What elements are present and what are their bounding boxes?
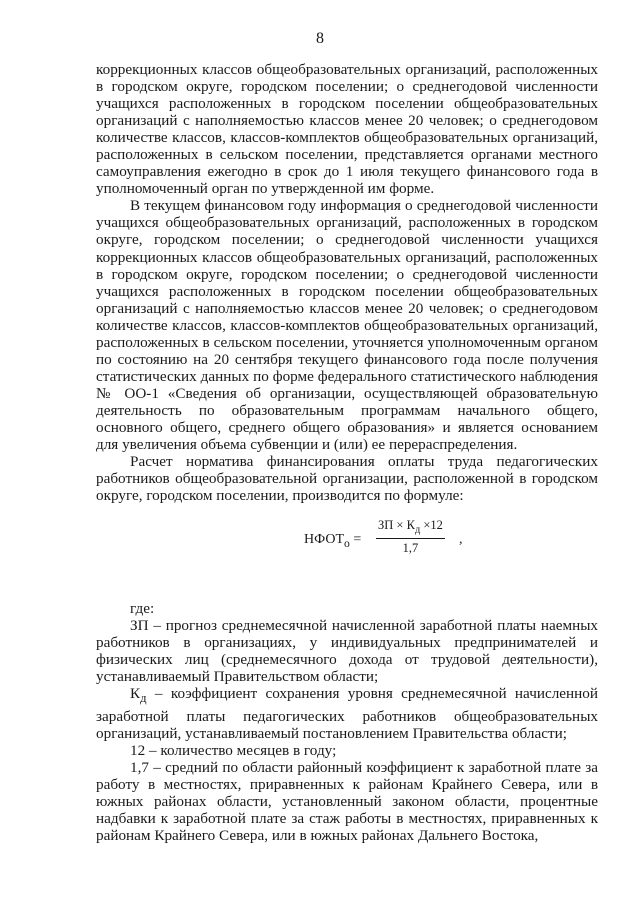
paragraph-current-year-info: В текущем финансовом году информация о среднегодовой численности учащихся общеобразовательных организаций, расположенных в городском округе, городском поселении; о среднегодовой численности учащихся коррекционных классов общеобразовательных организаций, расположенных в городском округе, городском поселении; о среднегодовой численности учащихся расположенных в городском поселении общеобразовательных организаций с наполняемостью классов менее 20 человек; о среднегодовом количестве классов, классов-комплектов общеобразовательных организаций, расположенных в сельском поселении, уточняется уполномоченным органом по состоянию на 20 сентября текущего финансового года после получения статистических данных по форме федерального статистического наблюдения № ОО-1 «Сведения об организации, осуществляющей образовательную деятельность по образовательным программам начального общего, основного общего, среднего общего образования» и является основанием для увеличения объема субвенции и (или) ее перераспределения. <box>96 197 598 454</box>
formula-lhs <box>304 532 361 550</box>
definition-12: 12 – количество месяцев в году; <box>130 741 337 759</box>
formula-fraction <box>376 518 445 556</box>
page-number: 8 <box>316 30 324 47</box>
formula-denominator: 1,7 <box>402 540 419 555</box>
paragraph-formula-intro: Расчет норматива финансирования оплаты труда педагогических работников общеобразовательной организации, расположенной в городском округе, городском поселении, производится по формуле: <box>96 453 598 505</box>
formula-numerator: ЗП × $К_д \times 12$ <box>376 518 445 539</box>
document-body <box>96 61 598 844</box>
formula-trailing-comma: , <box>459 532 463 548</box>
paragraph-continuation: коррекционных классов общеобразовательных организаций, расположенных в городском округе, городском поселении; о среднегодовой численности учащихся расположенных в городском поселении общеобразовательных организаций с наполняемостью классов менее 20 человек; о среднегодовом количестве классов, классов-комплектов общеобразовательных организаций, расположенных в сельском поселении, представляется органами местного самоуправления ежегодно в срок до 1 июля текущего финансового года в уполномоченный орган по утвержденной им форме. <box>96 61 598 198</box>
definition-1-7: 1,7 – средний по области районный коэффициент к заработной плате за работу в местностях, приравненных к районам Крайнего Севера, или в южных районах области, установленный законом области, процентные надбавки к заработной плате за стаж работы в местностях, приравненных к районам Крайнего Севера, или в южных районах Дальнего Востока, <box>96 758 598 844</box>
where-label: где: <box>130 600 155 618</box>
definition-kd: $К_д$ – коэффициент сохранения уровня среднемесячной начисленной заработной платы педагогических работников общеобразовательных организаций, устанавливаемый постановлением Правительства области; <box>96 685 598 742</box>
definition-zp: ЗП – прогноз среднемесячной начисленной заработной платы наемных работников в организациях, у индивидуальных предпринимателей и физических лиц (среднемесячного дохода от трудовой деятельности), устанавливаемый Правительством области; <box>96 617 598 686</box>
formula-block <box>96 504 598 575</box>
formula-lhs-subscript: о <box>344 537 350 551</box>
formula-lhs-symbol: НФОТ <box>304 532 345 548</box>
formula-equals: = <box>353 532 362 548</box>
